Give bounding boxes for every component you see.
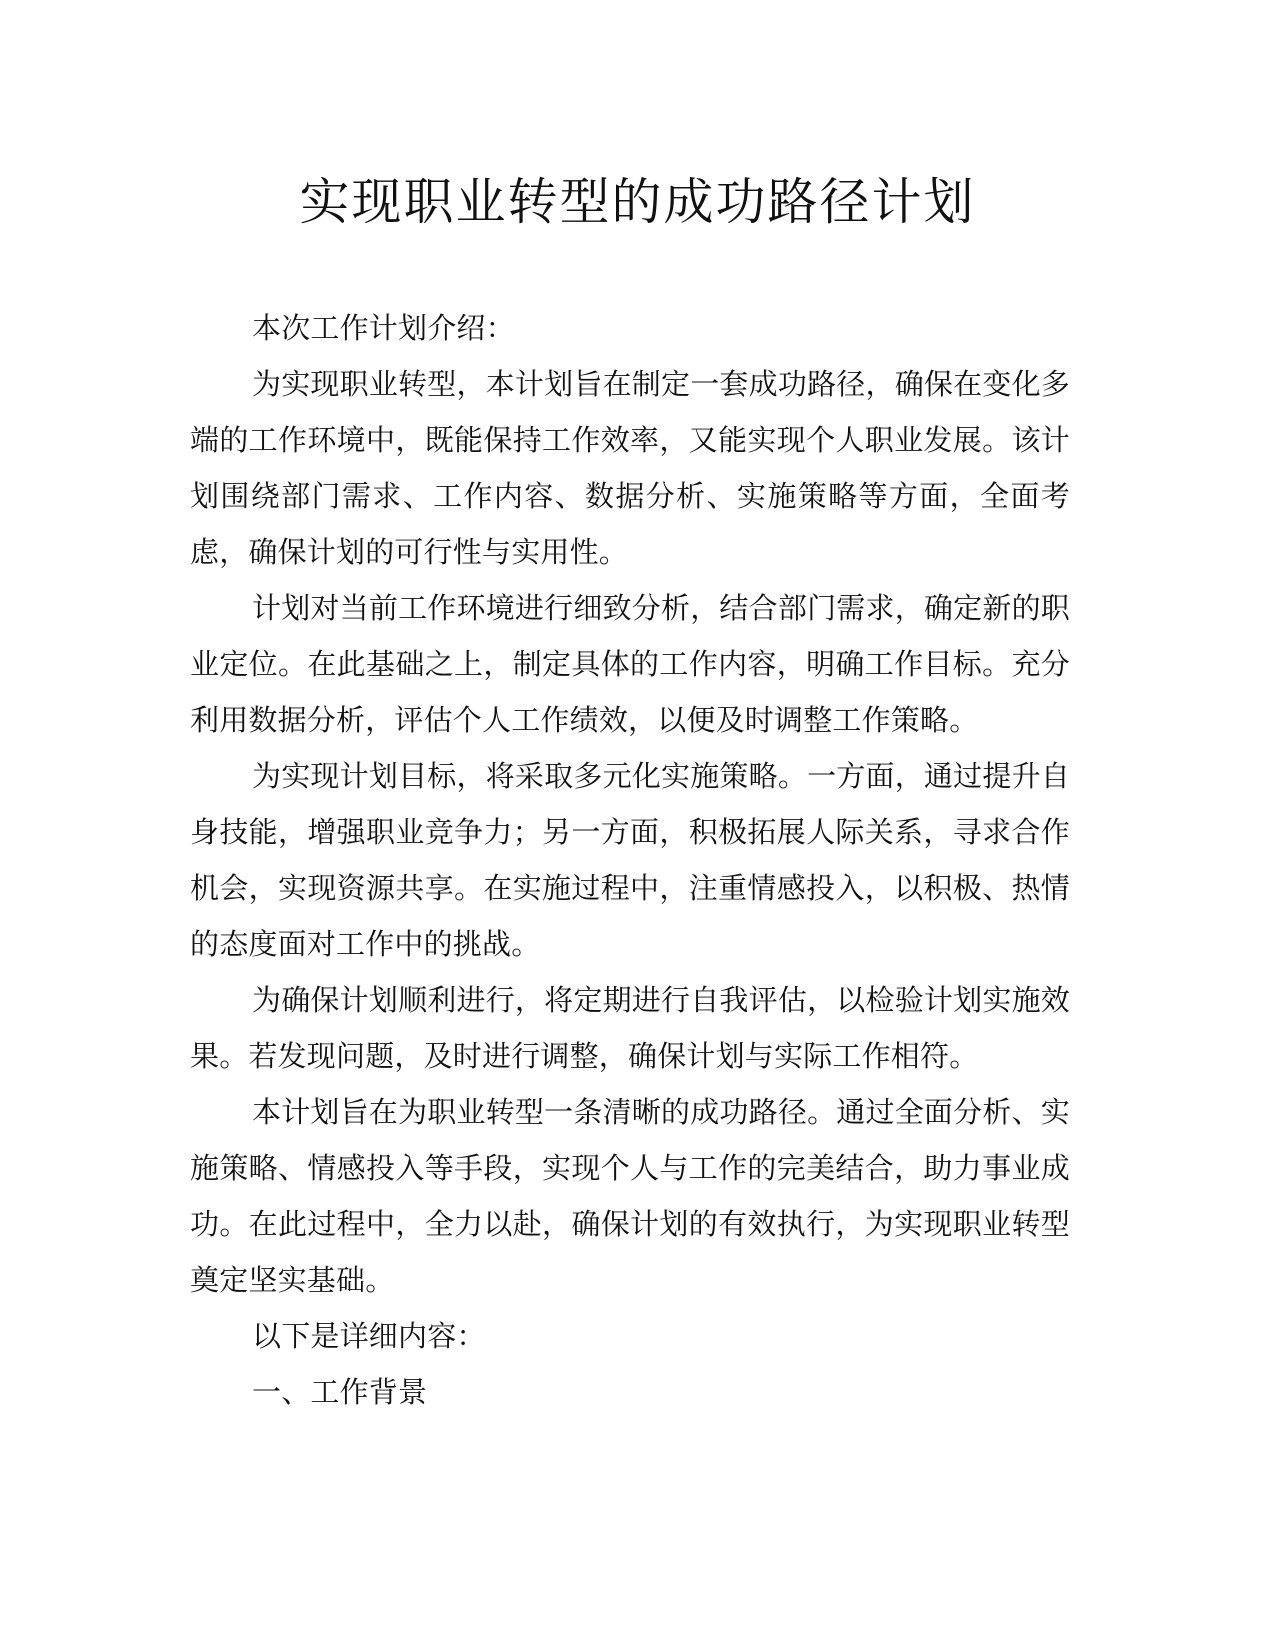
document-title: 实现职业转型的成功路径计划 — [299, 173, 976, 231]
paragraph-evaluation: 为确保计划顺利进行，将定期进行自我评估，以检验计划实施效果。若发现问题，及时进行调整，确保计划与实际工作相符。 — [190, 983, 1070, 1073]
paragraph-intro-heading: 本次工作计划介绍： — [252, 311, 515, 345]
paragraph-details-heading: 以下是详细内容： — [252, 1319, 486, 1353]
paragraph-strategy: 为实现计划目标，将采取多元化实施策略。一方面，通过提升自身技能，增强职业竞争力；另一方面，积极拓展人际关系，寻求合作机会，实现资源共享。在实施过程中，注重情感投入，以积极、热情的态度面对工作中的挑战。 — [190, 759, 1070, 961]
paragraph-intro: 为实现职业转型，本计划旨在制定一套成功路径，确保在变化多端的工作环境中，既能保持工作效率，又能实现个人职业发展。该计划围绕部门需求、工作内容、数据分析、实施策略等方面，全面考虑，确保计划的可行性与实用性。 — [190, 367, 1070, 569]
paragraph-summary: 本计划旨在为职业转型一条清晰的成功路径。通过全面分析、实施策略、情感投入等手段，实现个人与工作的完美结合，助力事业成功。在此过程中，全力以赴，确保计划的有效执行，为实现职业转型奠定坚实基础。 — [190, 1095, 1070, 1297]
paragraph-analysis: 计划对当前工作环境进行细致分析，结合部门需求，确定新的职业定位。在此基础之上，制定具体的工作内容，明确工作目标。充分利用数据分析，评估个人工作绩效，以便及时调整工作策略。 — [190, 591, 1070, 737]
section-heading-background: 一、工作背景 — [252, 1375, 428, 1409]
document-body — [190, 300, 1070, 1420]
